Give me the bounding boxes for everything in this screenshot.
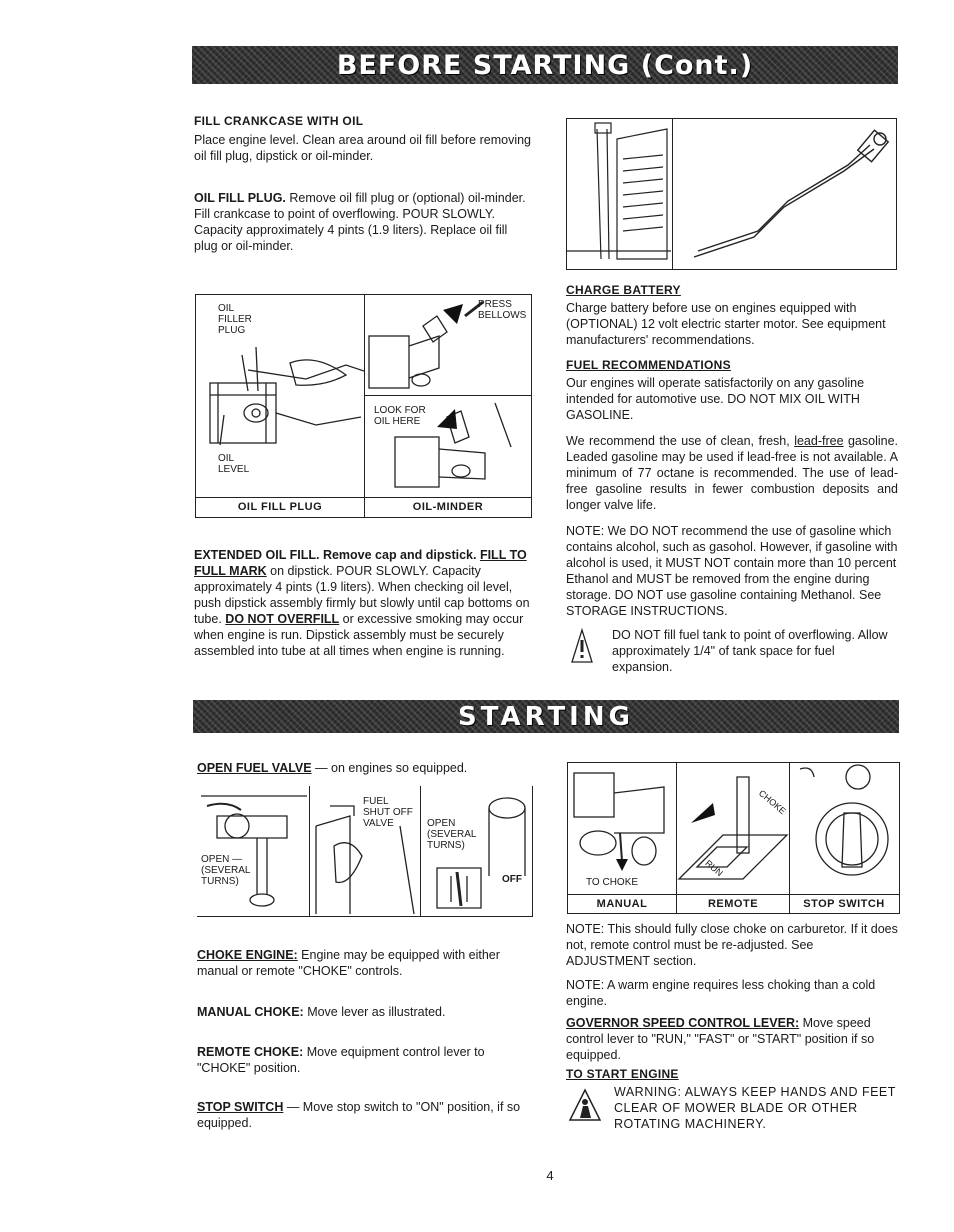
stop-switch-label: STOP SWITCH bbox=[197, 1100, 284, 1114]
do-not-overfill: DO NOT OVERFILL bbox=[225, 612, 340, 626]
caption-manual: MANUAL bbox=[596, 898, 648, 910]
caption-oil-minder: OIL-MINDER bbox=[412, 501, 484, 513]
label-choke-word: CHOKE bbox=[756, 787, 788, 817]
choke-note-2: NOTE: A warm engine requires less choking than a cold engine. bbox=[566, 978, 876, 1008]
fuel-p2-start: We recommend the use of clean, fresh, bbox=[566, 434, 795, 448]
page-number: 4 bbox=[546, 1168, 554, 1183]
fuel-overflow-warning: DO NOT fill fuel tank to point of overflowing. Allow approximately 1/4" of tank space for fuel expansion. bbox=[612, 628, 888, 674]
fuel-valve-figure bbox=[197, 786, 533, 917]
fuel-paragraph-2 bbox=[566, 433, 898, 513]
banner-title: BEFORE STARTING (Cont.) bbox=[336, 49, 754, 81]
label-open-several-turns-left: OPEN — (SEVERAL TURNS) bbox=[201, 854, 251, 887]
label-fuel-shutoff-valve: FUEL SHUT OFF VALVE bbox=[363, 796, 413, 829]
figure-divider-horizontal bbox=[364, 395, 531, 396]
fuel-p2-end: gasoline. Leaded gasoline may be used if lead-free is not available. A minimum of 77 octane is recommended. The use of lead-free gasoline results in fewer combustion deposits and longer valve life. bbox=[566, 434, 899, 512]
battery-section bbox=[566, 283, 898, 348]
oil-fill-plug-label: OIL FILL PLUG. bbox=[194, 191, 286, 205]
remote-choke-illustration bbox=[677, 763, 789, 893]
battery-heading: CHARGE BATTERY bbox=[566, 283, 681, 297]
oil-fill-figure bbox=[195, 294, 532, 518]
label-to-choke: TO CHOKE bbox=[586, 877, 639, 888]
extended-oil-fill-lead: EXTENDED OIL FILL. Remove cap and dipstick. bbox=[194, 548, 477, 562]
section-banner-starting bbox=[193, 700, 899, 733]
label-look-for-oil: LOOK FOR OIL HERE bbox=[374, 405, 426, 427]
fuel-section bbox=[566, 358, 898, 619]
label-run-word: RUN bbox=[703, 858, 725, 879]
label-press-bellows: PRESS BELLOWS bbox=[478, 299, 527, 321]
fill-to-full-mark: FILL TO FULL MARK bbox=[194, 548, 527, 578]
fuel-paragraph-3: NOTE: We DO NOT recommend the use of gasoline which contains alcohol, such as gasohol. However, if gasoline with alcohol is used, it MUST NOT contain more than 10 percent Ethanol and MUST be removed from the engine during storage. DO NOT use gasoline containing Methanol. See STORAGE INSTRUCTIONS. bbox=[566, 524, 898, 618]
caption-row-divider bbox=[196, 497, 531, 498]
fuel-valve-text: — on engines so equipped. bbox=[311, 761, 468, 775]
choke-engine-heading: CHOKE ENGINE: bbox=[197, 948, 298, 962]
crankcase-intro: Place engine level. Clean area around oil fill before removing oil fill plug, dipstick or oil-minder. bbox=[194, 133, 532, 163]
dipstick-illustration bbox=[674, 119, 894, 267]
manual-choke-text: Move lever as illustrated. bbox=[303, 1005, 446, 1019]
governor-label: GOVERNOR SPEED CONTROL LEVER: bbox=[566, 1016, 800, 1030]
crankcase-heading: FILL CRANKCASE WITH OIL bbox=[194, 114, 364, 128]
extended-oil-fill-paragraph bbox=[194, 547, 532, 659]
label-open-several-turns-right: OPEN (SEVERAL TURNS) bbox=[427, 818, 477, 851]
warning-mower-icon bbox=[568, 1088, 602, 1122]
fuel-paragraph-1: Our engines will operate satisfactorily on any gasoline intended for automotive use. DO NOT MIX OIL WITH GASOLINE. bbox=[566, 376, 865, 422]
stop-switch-illustration bbox=[790, 763, 898, 893]
section-banner-before-starting bbox=[192, 46, 898, 84]
oil-fill-plug-paragraph bbox=[194, 190, 532, 254]
dipstick-figure bbox=[566, 118, 897, 270]
oil-fill-plug-text: Remove oil fill plug or (optional) oil-minder. Fill crankcase to point of overflowing. POUR SLOWLY. Capacity approximately 4 pints (1.9 liters). Replace oil fill plug or oil-minder. bbox=[194, 191, 526, 253]
fuel-p2-lead-free: lead-free bbox=[794, 434, 844, 448]
stop-switch-paragraph bbox=[197, 1099, 531, 1131]
stop-switch-text: — Move stop switch to "ON" position, if so equipped. bbox=[197, 1100, 521, 1130]
fuel-valve-line bbox=[197, 760, 531, 776]
fuel-valve-illustration-left bbox=[197, 786, 309, 914]
remote-choke-paragraph bbox=[197, 1044, 531, 1076]
choke-engine-text: Engine may be equipped with either manual or remote "CHOKE" controls. bbox=[197, 948, 500, 978]
choke-note-1: NOTE: This should fully close choke on carburetor. If it does not, remote control must be re-adjusted. See ADJUSTMENT section. bbox=[566, 922, 898, 968]
label-oil-level: OIL LEVEL bbox=[218, 453, 250, 475]
fuel-valve-heading: OPEN FUEL VALVE bbox=[197, 761, 312, 775]
manual-choke-label: MANUAL CHOKE: bbox=[197, 1005, 304, 1019]
starting-right-section bbox=[566, 921, 899, 1081]
caption-stop-switch: STOP SWITCH bbox=[803, 898, 885, 910]
label-off: OFF bbox=[502, 874, 522, 885]
caption-oil-fill-plug: OIL FILL PLUG bbox=[237, 501, 323, 513]
governor-text: Move speed control lever to "RUN," "FAST" or "START" position if so equipped. bbox=[566, 1016, 875, 1062]
extended-text-2: or excessive smoking may occur when engine is run. Dipstick assembly must be securely assembled into tube at all times when engine is running. bbox=[194, 612, 524, 658]
to-start-engine-heading: TO START ENGINE bbox=[566, 1067, 679, 1081]
remote-choke-text: Move equipment control lever to "CHOKE" position. bbox=[197, 1045, 485, 1075]
extended-text-1: on dipstick. POUR SLOWLY. Capacity approximately 4 pints (1.9 liters). When checking oil level, push dipstick assembly firmly but slowly until cap bottoms on tube. bbox=[194, 564, 530, 626]
caption-remote: REMOTE bbox=[707, 898, 759, 910]
dipstick-figure-divider bbox=[672, 119, 673, 269]
warning-triangle-icon bbox=[570, 628, 594, 664]
manual-choke-paragraph bbox=[197, 1004, 531, 1020]
label-oil-filler-plug: OIL FILLER PLUG bbox=[218, 303, 252, 336]
mower-warning-text: WARNING: ALWAYS KEEP HANDS AND FEET CLEAR OF MOWER BLADE OR OTHER ROTATING MACHINERY. bbox=[614, 1085, 896, 1131]
banner-title-starting: STARTING bbox=[458, 701, 634, 732]
engine-tube-illustration bbox=[567, 119, 671, 267]
choke-caption-divider bbox=[568, 894, 899, 895]
battery-text: Charge battery before use on engines equipped with (OPTIONAL) 12 volt electric starter motor. See equipment manufacturers' recommendations. bbox=[566, 301, 886, 347]
choke-figure bbox=[567, 762, 900, 914]
choke-engine-paragraph bbox=[197, 947, 531, 979]
governor-paragraph bbox=[566, 1015, 899, 1063]
crankcase-section bbox=[194, 114, 532, 254]
remote-choke-label: REMOTE CHOKE: bbox=[197, 1045, 304, 1059]
manual-choke-illustration bbox=[568, 763, 676, 893]
fuel-heading: FUEL RECOMMENDATIONS bbox=[566, 358, 731, 372]
